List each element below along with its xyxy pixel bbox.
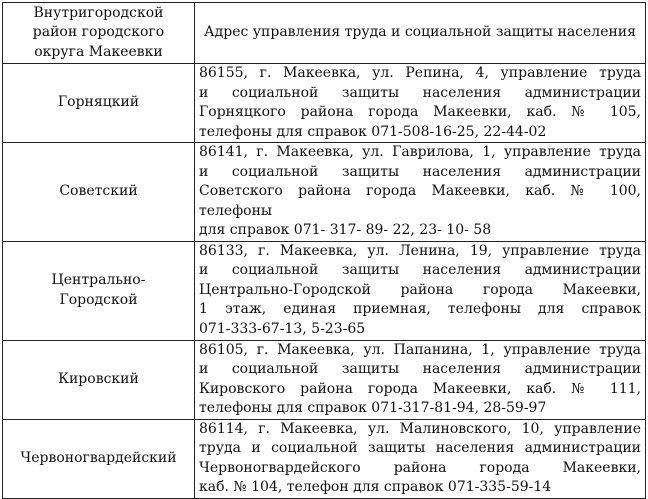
address-line: 86155, г. Макеевка, ул. Репина, 4, управление труда <box>199 65 641 81</box>
district-address <box>195 340 646 419</box>
address-line: Центрально-Городской района города Макеевки, <box>199 281 641 298</box>
address-line: 86141, г. Макеевка, ул. Гаврилова, 1, управление труда <box>199 144 641 160</box>
district-line: Горняцкий <box>57 94 140 111</box>
table-row-kirovsky <box>3 340 646 419</box>
district-address <box>195 241 646 340</box>
district-address <box>195 143 646 242</box>
address-line: каб. № 104, телефон для справок 071-335-59-14 <box>199 479 552 495</box>
district-name <box>3 419 195 498</box>
district-address <box>195 64 646 143</box>
district-line: Кировский <box>58 370 139 387</box>
table-row-tsentralno-gorodskoy <box>3 241 646 340</box>
district-address <box>195 419 646 498</box>
address-line: телефоны для справок 071-317-81-94, 28-59-97 <box>199 400 547 416</box>
header-district-line: район городского <box>32 24 165 41</box>
header-district-line: Внутригородской <box>33 4 164 21</box>
district-line: Городской <box>59 291 138 308</box>
header-address: Адрес управления труда и социальной защиты населения <box>195 3 646 64</box>
address-line: Червоногвардейского района города Макеевки, <box>199 459 641 476</box>
district-line: Центрально- <box>51 272 146 288</box>
table-header-row <box>3 3 646 64</box>
addresses-table <box>2 2 646 499</box>
address-line: и социальной защиты населения администрации <box>199 84 641 101</box>
address-line: Кировского района города Макеевки, каб. № 111, <box>199 380 641 397</box>
district-name <box>3 340 195 419</box>
header-district <box>3 3 195 64</box>
address-line: Советского района города Макеевки, каб. № 100, телефоны <box>199 183 641 219</box>
address-line: труда и социальной защиты населения администрации <box>199 440 641 456</box>
address-line: и социальной защиты населения администрации <box>199 361 641 377</box>
district-line: Червоногвардейский <box>20 449 177 466</box>
district-name <box>3 241 195 340</box>
address-line: 86114, г. Макеевка, ул. Малиновского, 10, управление <box>199 420 641 437</box>
district-name <box>3 143 195 242</box>
address-line: и социальной защиты населения администрации <box>199 262 641 279</box>
address-line: телефоны для справок 071-508-16-25, 22-44-02 <box>199 123 547 140</box>
table-row-gornyatsky <box>3 64 646 143</box>
header-district-line: округа Макеевки <box>34 43 163 60</box>
address-line: Горняцкого района города Макеевки, каб. № 105, <box>199 104 641 120</box>
address-line: 86105, г. Макеевка, ул. Папанина, 1, управление труда <box>199 341 641 358</box>
table-row-sovetsky <box>3 143 646 242</box>
table-row-chervonogvardeysky <box>3 419 646 498</box>
address-line: и социальной защиты населения администрации <box>199 163 641 180</box>
address-line: для справок 071- 317- 89- 22, 23- 10- 58 <box>199 222 492 238</box>
address-line: 86133, г. Макеевка, ул. Ленина, 19, управление труда <box>199 242 641 259</box>
address-line: 1 этаж, единая приемная, телефоны для справок <box>199 301 641 318</box>
address-line: 071-333-67-13, 5-23-65 <box>199 320 366 337</box>
district-line: Советский <box>59 183 138 199</box>
district-name <box>3 64 195 143</box>
